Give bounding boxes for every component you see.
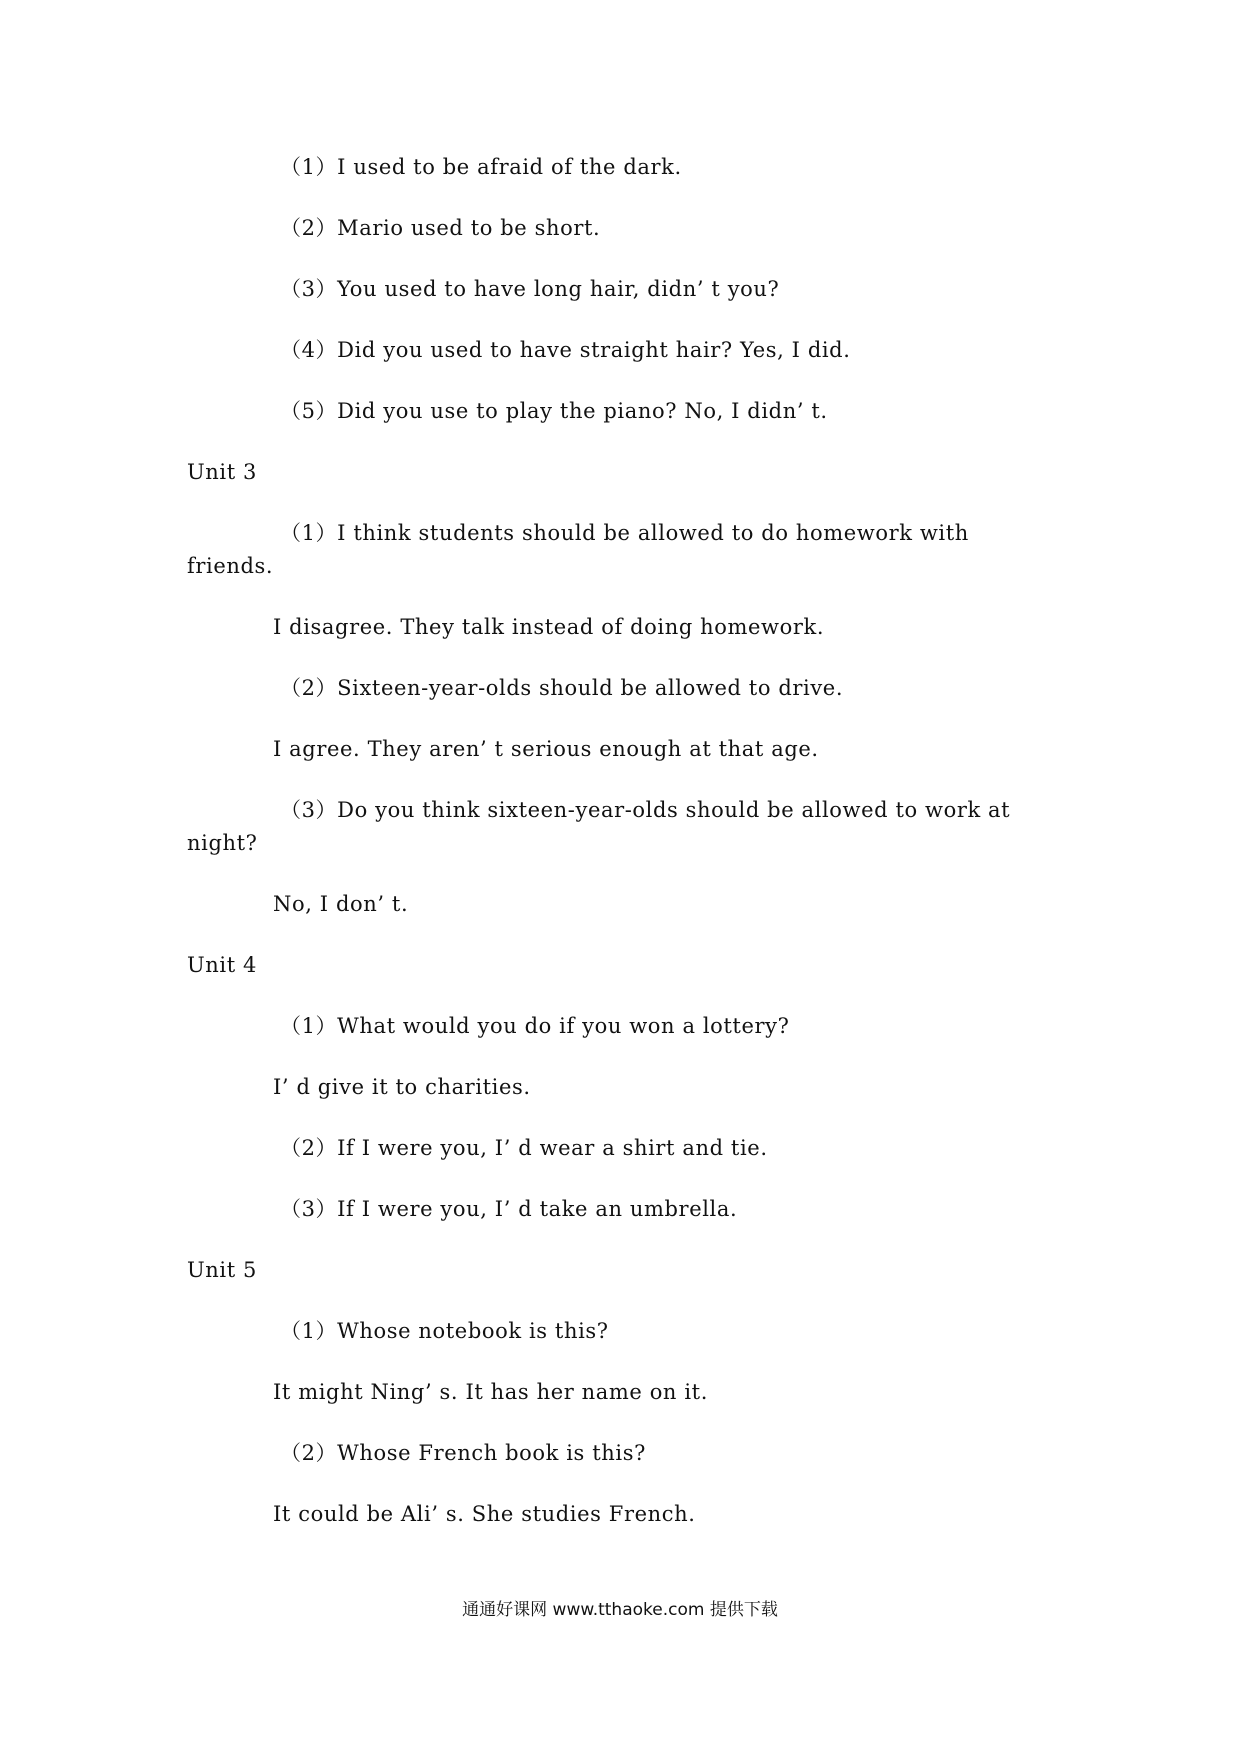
unit3-line-2: friends.	[187, 554, 274, 578]
unit4-heading: Unit 4	[187, 953, 258, 977]
unit3-line-7: night?	[187, 831, 258, 855]
unit2-item-3: （3）You used to have long hair, didn’ t you?	[280, 277, 780, 301]
unit3-line-8: No, I don’ t.	[273, 892, 409, 916]
unit5-line-1: （1）Whose notebook is this?	[280, 1319, 609, 1343]
unit5-line-3: （2）Whose French book is this?	[280, 1441, 646, 1465]
unit3-line-6: （3）Do you think sixteen-year-olds should be allowed to work at	[280, 798, 1011, 822]
unit5-heading: Unit 5	[187, 1258, 258, 1282]
unit3-line-3: I disagree. They talk instead of doing homework.	[273, 615, 825, 639]
unit3-line-4: （2）Sixteen-year-olds should be allowed to drive.	[280, 676, 844, 700]
unit2-item-2: （2）Mario used to be short.	[280, 216, 601, 240]
unit4-line-4: （3）If I were you, I’ d take an umbrella.	[280, 1197, 738, 1221]
unit4-line-1: （1）What would you do if you won a lottery?	[280, 1014, 790, 1038]
unit3-line-5: I agree. They aren’ t serious enough at that age.	[273, 737, 819, 761]
unit5-line-4: It could be Ali’ s. She studies French.	[273, 1502, 696, 1526]
unit2-item-5: （5）Did you use to play the piano? No, I didn’ t.	[280, 399, 828, 423]
unit3-line-1: （1）I think students should be allowed to do homework with	[280, 521, 969, 545]
unit2-item-1: （1）I used to be afraid of the dark.	[280, 155, 682, 179]
unit5-line-2: It might Ning’ s. It has her name on it.	[273, 1380, 708, 1404]
unit4-line-3: （2）If I were you, I’ d wear a shirt and tie.	[280, 1136, 768, 1160]
page-footer: 通通好课网 www.tthaoke.com 提供下载	[462, 1600, 778, 1620]
unit4-line-2: I’ d give it to charities.	[273, 1075, 531, 1099]
unit2-item-4: （4）Did you used to have straight hair? Yes, I did.	[280, 338, 851, 362]
unit3-heading: Unit 3	[187, 460, 258, 484]
